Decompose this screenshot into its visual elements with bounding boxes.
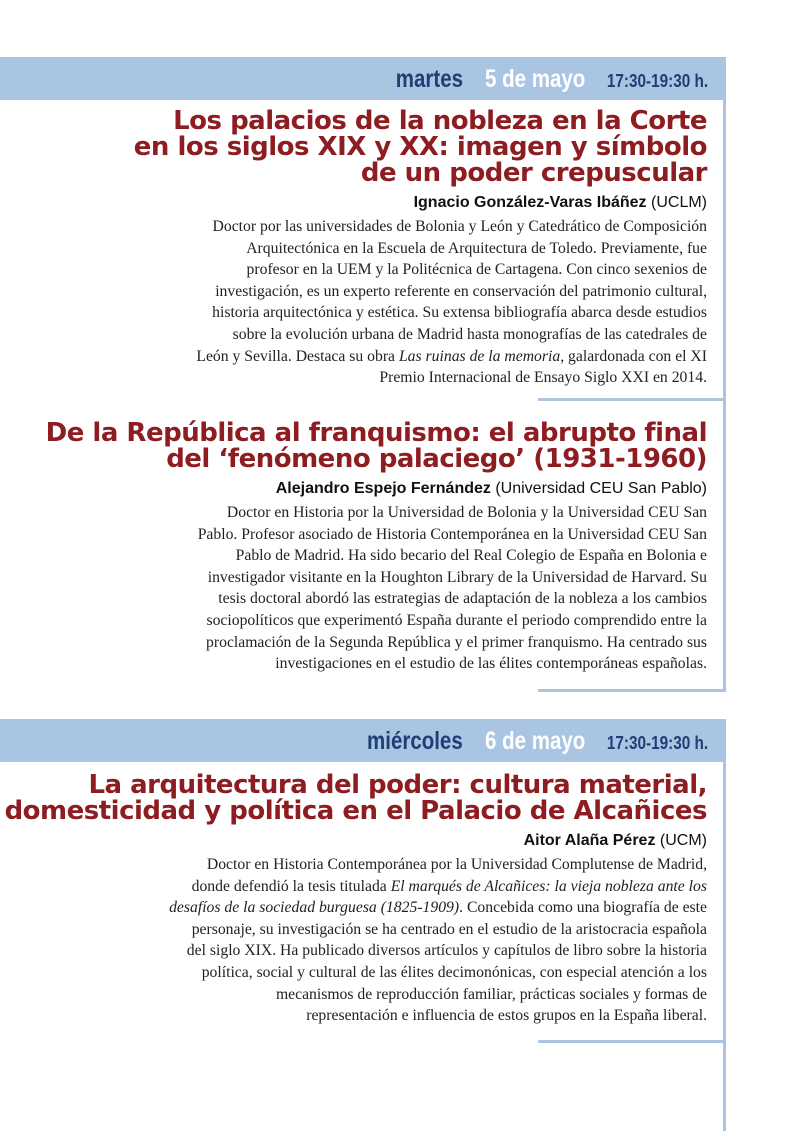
bio-line: Doctor en Historia por la Universidad de Bolonia y la Universidad CEU San [226,504,707,521]
bio-line: del siglo XIX. Ha publicado diversos artículos y capítulos de libro sobre la historia [186,942,707,960]
day-header [381,67,708,95]
horizontal-rule [538,689,726,692]
day-time: 17:30-19:30 h. [606,71,708,91]
bio-line: profesor en la UEM y la Politécnica de Cartagena. Con cinco sexenios de [246,261,707,279]
title-line: de un poder crepuscular [360,158,707,188]
speaker-affiliation: (Universidad CEU San Pablo) [495,480,707,497]
day-header [346,729,708,757]
speaker-affiliation: (UCM) [659,832,707,849]
thesis-title: desafíos de la sociedad burguesa (1825-1909) [169,899,460,917]
talk-title [134,108,707,186]
bio-line: investigación, es un experto referente en conservación del patrimonio cultural, [215,282,707,300]
bio-line: investigador visitante en la Houghton Library de la Universidad de Harvard. Su [207,568,707,586]
bio-text: , galardonada con el XI [560,347,707,365]
talk-1 [134,108,707,389]
bio-line: política, social y cultural de las élites decimonónicas, con especial atención a los [201,963,707,981]
speaker-bio [134,216,707,389]
bio-text: donde defendió la tesis titulada [191,877,391,895]
book-title: Las ruinas de la memoria [398,347,561,365]
speaker-bio [5,854,707,1027]
bio-line: sobre la evolución urbana de Madrid hasta monografías de las catedrales de [232,325,707,343]
vertical-rule [723,760,726,1131]
title-line: Los palacios de la nobleza en la Corte [173,106,707,136]
bio-line: Pablo. Profesor asociado de Historia Contemporánea en la Universidad CEU San [197,525,707,543]
horizontal-rule [538,398,726,401]
bio-line: tesis doctoral abordó las estrategias de adaptación de la nobleza a los cambios [218,590,707,608]
bio-line: Premio Internacional de Ensayo Siglo XXI en 2014. [379,369,707,387]
horizontal-rule [538,1040,726,1043]
thesis-title: El marqués de Alcañices: la vieja nobleza ante los [390,877,707,895]
bio-line [5,876,707,898]
title-line: La arquitectura del poder: cultura material, [88,770,707,800]
bio-text: León y Sevilla. Destaca su obra [196,347,399,365]
bio-text: . Concebida como una biografía de este [459,899,707,917]
bio-line: Pablo de Madrid. Ha sido becario del Real Colegio de España en Bolonia e [235,547,707,565]
day-header-bar [0,57,726,100]
speaker [5,832,707,850]
day-time: 17:30-19:30 h. [606,733,708,753]
bio-line: investigaciones en el estudio de las élites contemporáneas españolas. [275,655,707,673]
bio-line [134,346,707,368]
speaker [134,194,707,212]
day-date: 6 de mayo [484,727,585,755]
title-line: del ‘fenómeno palaciego’ (1931-1960) [166,444,707,474]
day-weekday: martes [395,65,463,93]
speaker-name: Aitor Alaña Pérez [523,832,656,849]
day-date: 5 de mayo [484,65,585,93]
bio-line [5,897,707,919]
talk-title [46,420,707,472]
bio-line: representación e influencia de estos grupos en la España liberal. [306,1007,707,1025]
speaker-name: Ignacio González-Varas Ibáñez [413,194,647,211]
talk-2 [46,420,707,675]
bio-line: historia arquitectónica y estética. Su extensa bibliografía abarca desde estudios [212,304,707,322]
bio-line: proclamación de la Segunda República y el primer franquismo. Ha centrado sus [206,633,707,651]
title-line: De la República al franquismo: el abrupto final [45,418,707,448]
bio-line: Arquitectónica en la Escuela de Arquitectura de Toledo. Previamente, fue [246,239,707,257]
speaker-name: Alejandro Espejo Fernández [275,480,491,497]
day-header-bar [0,719,726,762]
title-line: domesticidad y política en el Palacio de Alcañices [4,796,707,826]
talk-3 [5,772,707,1027]
bio-line: sociopolíticos que experimentó España durante el periodo comprendido entre la [206,611,707,629]
vertical-rule [723,100,726,692]
bio-line: Doctor en Historia Contemporánea por la Universidad Complutense de Madrid, [206,856,707,873]
bio-line: mecanismos de reproducción familiar, prácticas sociales y formas de [275,985,707,1003]
speaker [46,480,707,498]
speaker-affiliation: (UCLM) [651,194,707,211]
title-line: en los siglos XIX y XX: imagen y símbolo [133,132,707,162]
day-weekday: miércoles [366,727,463,755]
bio-line: personaje, su investigación se ha centrado en el estudio de la aristocracia española [191,920,707,938]
speaker-bio [46,502,707,675]
talk-title [5,772,707,824]
bio-line: Doctor por las universidades de Bolonia y León y Catedrático de Composición [212,218,707,235]
